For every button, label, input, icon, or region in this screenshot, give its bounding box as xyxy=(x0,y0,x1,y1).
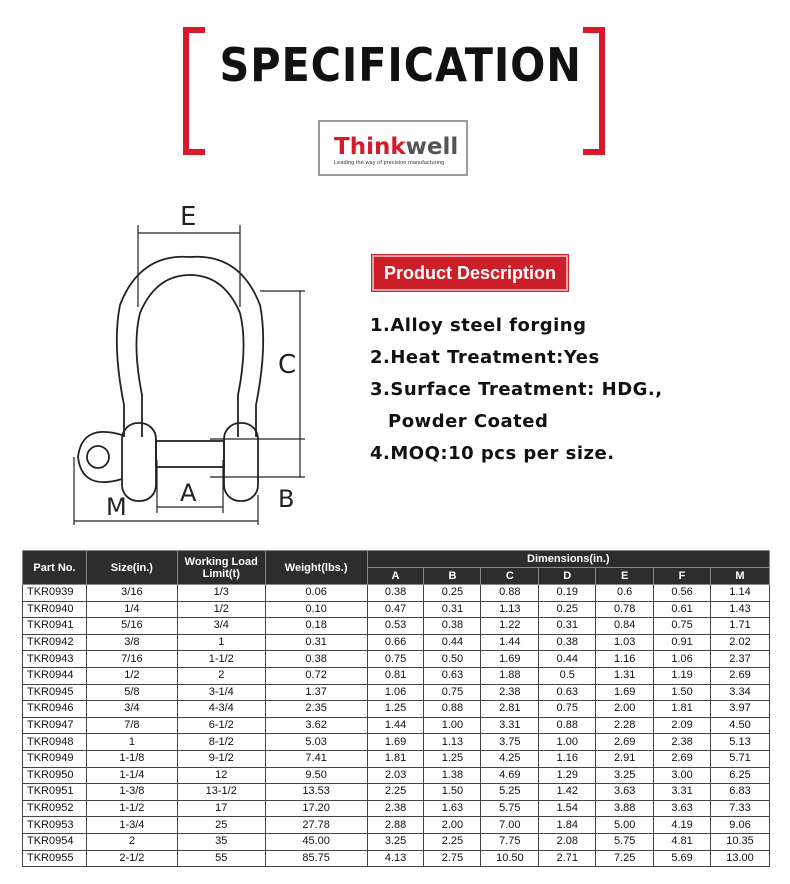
table-cell: 12 xyxy=(177,767,265,784)
table-cell: 1.44 xyxy=(481,634,539,651)
table-cell: 1.25 xyxy=(424,750,481,767)
table-cell: 5.25 xyxy=(481,784,539,801)
table-cell: 1.71 xyxy=(711,618,770,635)
table-row xyxy=(23,850,770,867)
table-cell: 6-1/2 xyxy=(177,717,265,734)
table-cell: 5.00 xyxy=(596,817,654,834)
brand-logo xyxy=(318,120,468,176)
table-cell: TKR0947 xyxy=(23,717,87,734)
table-cell: 2.08 xyxy=(539,833,596,850)
logo-tagline: Leading the way of precision manufacturing xyxy=(334,160,445,166)
table-cell: 0.50 xyxy=(424,651,481,668)
table-cell: 5/16 xyxy=(86,618,177,635)
table-cell: 5.71 xyxy=(711,750,770,767)
table-cell: 2.75 xyxy=(424,850,481,867)
table-cell: 3/4 xyxy=(86,701,177,718)
table-cell: 85.75 xyxy=(265,850,367,867)
table-cell: 1.31 xyxy=(596,667,654,684)
table-cell: 55 xyxy=(177,850,265,867)
table-row xyxy=(23,701,770,718)
table-cell: 1.16 xyxy=(596,651,654,668)
list-item: 3.Surface Treatment: HDG., xyxy=(370,379,663,400)
table-cell: 1.37 xyxy=(265,684,367,701)
col-header-f: F xyxy=(654,568,711,585)
table-cell: 5.03 xyxy=(265,734,367,751)
col-header-e: E xyxy=(596,568,654,585)
table-cell: 4.19 xyxy=(654,817,711,834)
specification-table xyxy=(22,550,770,867)
table-cell: TKR0940 xyxy=(23,601,87,618)
table-cell: TKR0954 xyxy=(23,833,87,850)
table-cell: 7/8 xyxy=(86,717,177,734)
table-cell: 17 xyxy=(177,800,265,817)
col-header-m: M xyxy=(711,568,770,585)
table-cell: 2 xyxy=(86,833,177,850)
table-cell: 5.13 xyxy=(711,734,770,751)
product-description-badge: Product Description xyxy=(372,255,568,291)
table-cell: 1.19 xyxy=(654,667,711,684)
table-cell: 5.69 xyxy=(654,850,711,867)
col-header-weight: Weight(lbs.) xyxy=(265,551,367,585)
table-cell: 2-1/2 xyxy=(86,850,177,867)
table-cell: 1.25 xyxy=(367,701,424,718)
table-cell: 1.44 xyxy=(367,717,424,734)
table-cell: 1.22 xyxy=(481,618,539,635)
table-cell: 0.53 xyxy=(367,618,424,635)
table-cell: 1 xyxy=(86,734,177,751)
table-cell: 3.97 xyxy=(711,701,770,718)
table-cell: 0.44 xyxy=(539,651,596,668)
dimension-label-e: E xyxy=(180,202,197,232)
list-item: 4.MOQ:10 pcs per size. xyxy=(370,443,615,464)
table-cell: 9.06 xyxy=(711,817,770,834)
table-cell: 2.00 xyxy=(424,817,481,834)
table-cell: 2.03 xyxy=(367,767,424,784)
table-cell: 17.20 xyxy=(265,800,367,817)
table-cell: 1.14 xyxy=(711,585,770,602)
table-cell: TKR0944 xyxy=(23,667,87,684)
table-cell: 0.63 xyxy=(539,684,596,701)
table-cell: 3.34 xyxy=(711,684,770,701)
table-cell: 1-1/2 xyxy=(86,800,177,817)
table-row xyxy=(23,734,770,751)
table-cell: 0.31 xyxy=(539,618,596,635)
table-cell: TKR0945 xyxy=(23,684,87,701)
table-cell: 10.50 xyxy=(481,850,539,867)
table-cell: 2.00 xyxy=(596,701,654,718)
table-cell: 1/2 xyxy=(86,667,177,684)
table-cell: 35 xyxy=(177,833,265,850)
table-cell: 3.75 xyxy=(481,734,539,751)
table-cell: TKR0943 xyxy=(23,651,87,668)
table-row xyxy=(23,684,770,701)
logo-wordmark: Thinkwell xyxy=(334,134,459,160)
table-cell: 6.25 xyxy=(711,767,770,784)
table-cell: 3.63 xyxy=(654,800,711,817)
table-cell: 1.69 xyxy=(367,734,424,751)
table-cell: 1.38 xyxy=(424,767,481,784)
table-cell: 2 xyxy=(177,667,265,684)
dimension-label-m: M xyxy=(106,493,127,521)
table-cell: 2.38 xyxy=(367,800,424,817)
dimension-label-b: B xyxy=(278,485,295,513)
table-cell: 0.78 xyxy=(596,601,654,618)
table-cell: 0.31 xyxy=(424,601,481,618)
table-cell: 5/8 xyxy=(86,684,177,701)
table-cell: 3.00 xyxy=(654,767,711,784)
table-cell: 2.25 xyxy=(367,784,424,801)
table-cell: TKR0955 xyxy=(23,850,87,867)
table-cell: 2.28 xyxy=(596,717,654,734)
table-cell: 0.38 xyxy=(424,618,481,635)
table-cell: 1-3/8 xyxy=(86,784,177,801)
shackle-drawing xyxy=(60,195,320,535)
col-header-wll: Working Load Limit(t) xyxy=(177,551,265,585)
table-cell: 0.88 xyxy=(539,717,596,734)
table-cell: 1.50 xyxy=(654,684,711,701)
table-cell: 0.47 xyxy=(367,601,424,618)
table-cell: 27.78 xyxy=(265,817,367,834)
table-cell: 3-1/4 xyxy=(177,684,265,701)
table-cell: 1.13 xyxy=(481,601,539,618)
table-cell: 1/2 xyxy=(177,601,265,618)
table-cell: 1.88 xyxy=(481,667,539,684)
table-row xyxy=(23,817,770,834)
table-cell: 1.13 xyxy=(424,734,481,751)
table-cell: 1.42 xyxy=(539,784,596,801)
table-row xyxy=(23,800,770,817)
table-cell: 1.63 xyxy=(424,800,481,817)
table-cell: 0.25 xyxy=(539,601,596,618)
table-cell: 6.83 xyxy=(711,784,770,801)
table-cell: 45.00 xyxy=(265,833,367,850)
table-row xyxy=(23,601,770,618)
table-cell: 2.02 xyxy=(711,634,770,651)
table-cell: 2.25 xyxy=(424,833,481,850)
table-cell: 0.75 xyxy=(367,651,424,668)
table-cell: 1.43 xyxy=(711,601,770,618)
table-cell: 4-3/4 xyxy=(177,701,265,718)
table-cell: 3/8 xyxy=(86,634,177,651)
table-cell: 7.25 xyxy=(596,850,654,867)
table-cell: 0.10 xyxy=(265,601,367,618)
list-item: Powder Coated xyxy=(388,411,549,432)
specification-table-body xyxy=(23,585,770,867)
table-cell: 1-1/8 xyxy=(86,750,177,767)
table-cell: 1.16 xyxy=(539,750,596,767)
table-cell: 0.6 xyxy=(596,585,654,602)
table-row xyxy=(23,784,770,801)
table-cell: 13.00 xyxy=(711,850,770,867)
table-cell: 0.25 xyxy=(424,585,481,602)
table-cell: 1.69 xyxy=(481,651,539,668)
table-cell: TKR0951 xyxy=(23,784,87,801)
table-cell: 1.81 xyxy=(367,750,424,767)
table-cell: 3.25 xyxy=(596,767,654,784)
table-cell: 2.81 xyxy=(481,701,539,718)
table-cell: 5.75 xyxy=(481,800,539,817)
table-cell: 0.75 xyxy=(654,618,711,635)
table-cell: 0.38 xyxy=(367,585,424,602)
table-cell: 2.09 xyxy=(654,717,711,734)
table-cell: 0.18 xyxy=(265,618,367,635)
table-cell: 4.25 xyxy=(481,750,539,767)
table-cell: 0.5 xyxy=(539,667,596,684)
table-cell: 0.31 xyxy=(265,634,367,651)
table-cell: 3/16 xyxy=(86,585,177,602)
table-cell: 1.50 xyxy=(424,784,481,801)
table-cell: 13.53 xyxy=(265,784,367,801)
table-cell: 3.31 xyxy=(481,717,539,734)
list-item: 2.Heat Treatment:Yes xyxy=(370,347,600,368)
table-cell: TKR0948 xyxy=(23,734,87,751)
table-cell: 0.75 xyxy=(539,701,596,718)
table-cell: 7.75 xyxy=(481,833,539,850)
table-row xyxy=(23,667,770,684)
dimension-label-a: A xyxy=(180,479,197,507)
table-cell: 0.38 xyxy=(539,634,596,651)
table-row xyxy=(23,833,770,850)
table-cell: 0.44 xyxy=(424,634,481,651)
table-row xyxy=(23,717,770,734)
table-cell: 1-1/2 xyxy=(177,651,265,668)
table-cell: 25 xyxy=(177,817,265,834)
table-cell: TKR0939 xyxy=(23,585,87,602)
table-cell: 3/4 xyxy=(177,618,265,635)
table-cell: 0.19 xyxy=(539,585,596,602)
table-cell: TKR0941 xyxy=(23,618,87,635)
table-cell: 1.06 xyxy=(367,684,424,701)
table-cell: 1-3/4 xyxy=(86,817,177,834)
table-cell: TKR0942 xyxy=(23,634,87,651)
table-cell: 4.81 xyxy=(654,833,711,850)
table-cell: 0.06 xyxy=(265,585,367,602)
product-description-list xyxy=(370,310,663,470)
dimension-label-c: C xyxy=(278,350,297,380)
table-cell: 1/4 xyxy=(86,601,177,618)
col-header-a: A xyxy=(367,568,424,585)
table-cell: 7/16 xyxy=(86,651,177,668)
table-cell: 1.06 xyxy=(654,651,711,668)
table-cell: 4.69 xyxy=(481,767,539,784)
table-cell: 4.50 xyxy=(711,717,770,734)
table-cell: 1.29 xyxy=(539,767,596,784)
table-cell: TKR0946 xyxy=(23,701,87,718)
table-cell: 7.41 xyxy=(265,750,367,767)
table-cell: 3.63 xyxy=(596,784,654,801)
table-cell: 7.33 xyxy=(711,800,770,817)
col-header-part-no: Part No. xyxy=(23,551,87,585)
table-cell: 2.69 xyxy=(596,734,654,751)
table-cell: 10.35 xyxy=(711,833,770,850)
table-cell: 2.69 xyxy=(654,750,711,767)
table-cell: 0.88 xyxy=(424,701,481,718)
table-cell: 5.75 xyxy=(596,833,654,850)
table-cell: 2.38 xyxy=(654,734,711,751)
table-cell: 0.81 xyxy=(367,667,424,684)
table-cell: 0.61 xyxy=(654,601,711,618)
table-cell: TKR0953 xyxy=(23,817,87,834)
table-cell: 2.69 xyxy=(711,667,770,684)
table-cell: 2.37 xyxy=(711,651,770,668)
table-cell: 1.54 xyxy=(539,800,596,817)
col-header-d: D xyxy=(539,568,596,585)
col-header-size: Size(in.) xyxy=(86,551,177,585)
table-cell: 0.91 xyxy=(654,634,711,651)
table-cell: 9-1/2 xyxy=(177,750,265,767)
table-cell: 1.69 xyxy=(596,684,654,701)
table-cell: 1.03 xyxy=(596,634,654,651)
table-row xyxy=(23,651,770,668)
table-cell: 3.62 xyxy=(265,717,367,734)
page-title: SPECIFICATION xyxy=(219,38,582,92)
table-cell: 4.13 xyxy=(367,850,424,867)
table-cell: 2.91 xyxy=(596,750,654,767)
table-cell: 3.31 xyxy=(654,784,711,801)
list-item: 1.Alloy steel forging xyxy=(370,315,587,336)
table-cell: 0.88 xyxy=(481,585,539,602)
table-cell: TKR0950 xyxy=(23,767,87,784)
table-cell: 1.81 xyxy=(654,701,711,718)
table-cell: TKR0952 xyxy=(23,800,87,817)
right-red-bracket xyxy=(583,27,605,155)
table-cell: 2.38 xyxy=(481,684,539,701)
table-cell: 1.84 xyxy=(539,817,596,834)
col-header-c: C xyxy=(481,568,539,585)
table-cell: TKR0949 xyxy=(23,750,87,767)
table-row xyxy=(23,618,770,635)
left-red-bracket xyxy=(183,27,205,155)
table-cell: 0.38 xyxy=(265,651,367,668)
table-cell: 13-1/2 xyxy=(177,784,265,801)
table-cell: 1-1/4 xyxy=(86,767,177,784)
table-row xyxy=(23,750,770,767)
table-row xyxy=(23,634,770,651)
table-cell: 0.63 xyxy=(424,667,481,684)
table-cell: 9.50 xyxy=(265,767,367,784)
table-cell: 3.88 xyxy=(596,800,654,817)
table-cell: 0.72 xyxy=(265,667,367,684)
table-cell: 0.66 xyxy=(367,634,424,651)
col-header-b: B xyxy=(424,568,481,585)
table-cell: 7.00 xyxy=(481,817,539,834)
table-cell: 1.00 xyxy=(424,717,481,734)
table-cell: 1 xyxy=(177,634,265,651)
table-cell: 2.35 xyxy=(265,701,367,718)
table-cell: 3.25 xyxy=(367,833,424,850)
col-header-dimensions: Dimensions(in.) xyxy=(367,551,769,568)
table-cell: 1/3 xyxy=(177,585,265,602)
table-cell: 2.88 xyxy=(367,817,424,834)
table-cell: 1.00 xyxy=(539,734,596,751)
table-cell: 8-1/2 xyxy=(177,734,265,751)
table-cell: 0.84 xyxy=(596,618,654,635)
table-row xyxy=(23,767,770,784)
table-cell: 0.56 xyxy=(654,585,711,602)
table-cell: 2.71 xyxy=(539,850,596,867)
table-row xyxy=(23,585,770,602)
table-cell: 0.75 xyxy=(424,684,481,701)
